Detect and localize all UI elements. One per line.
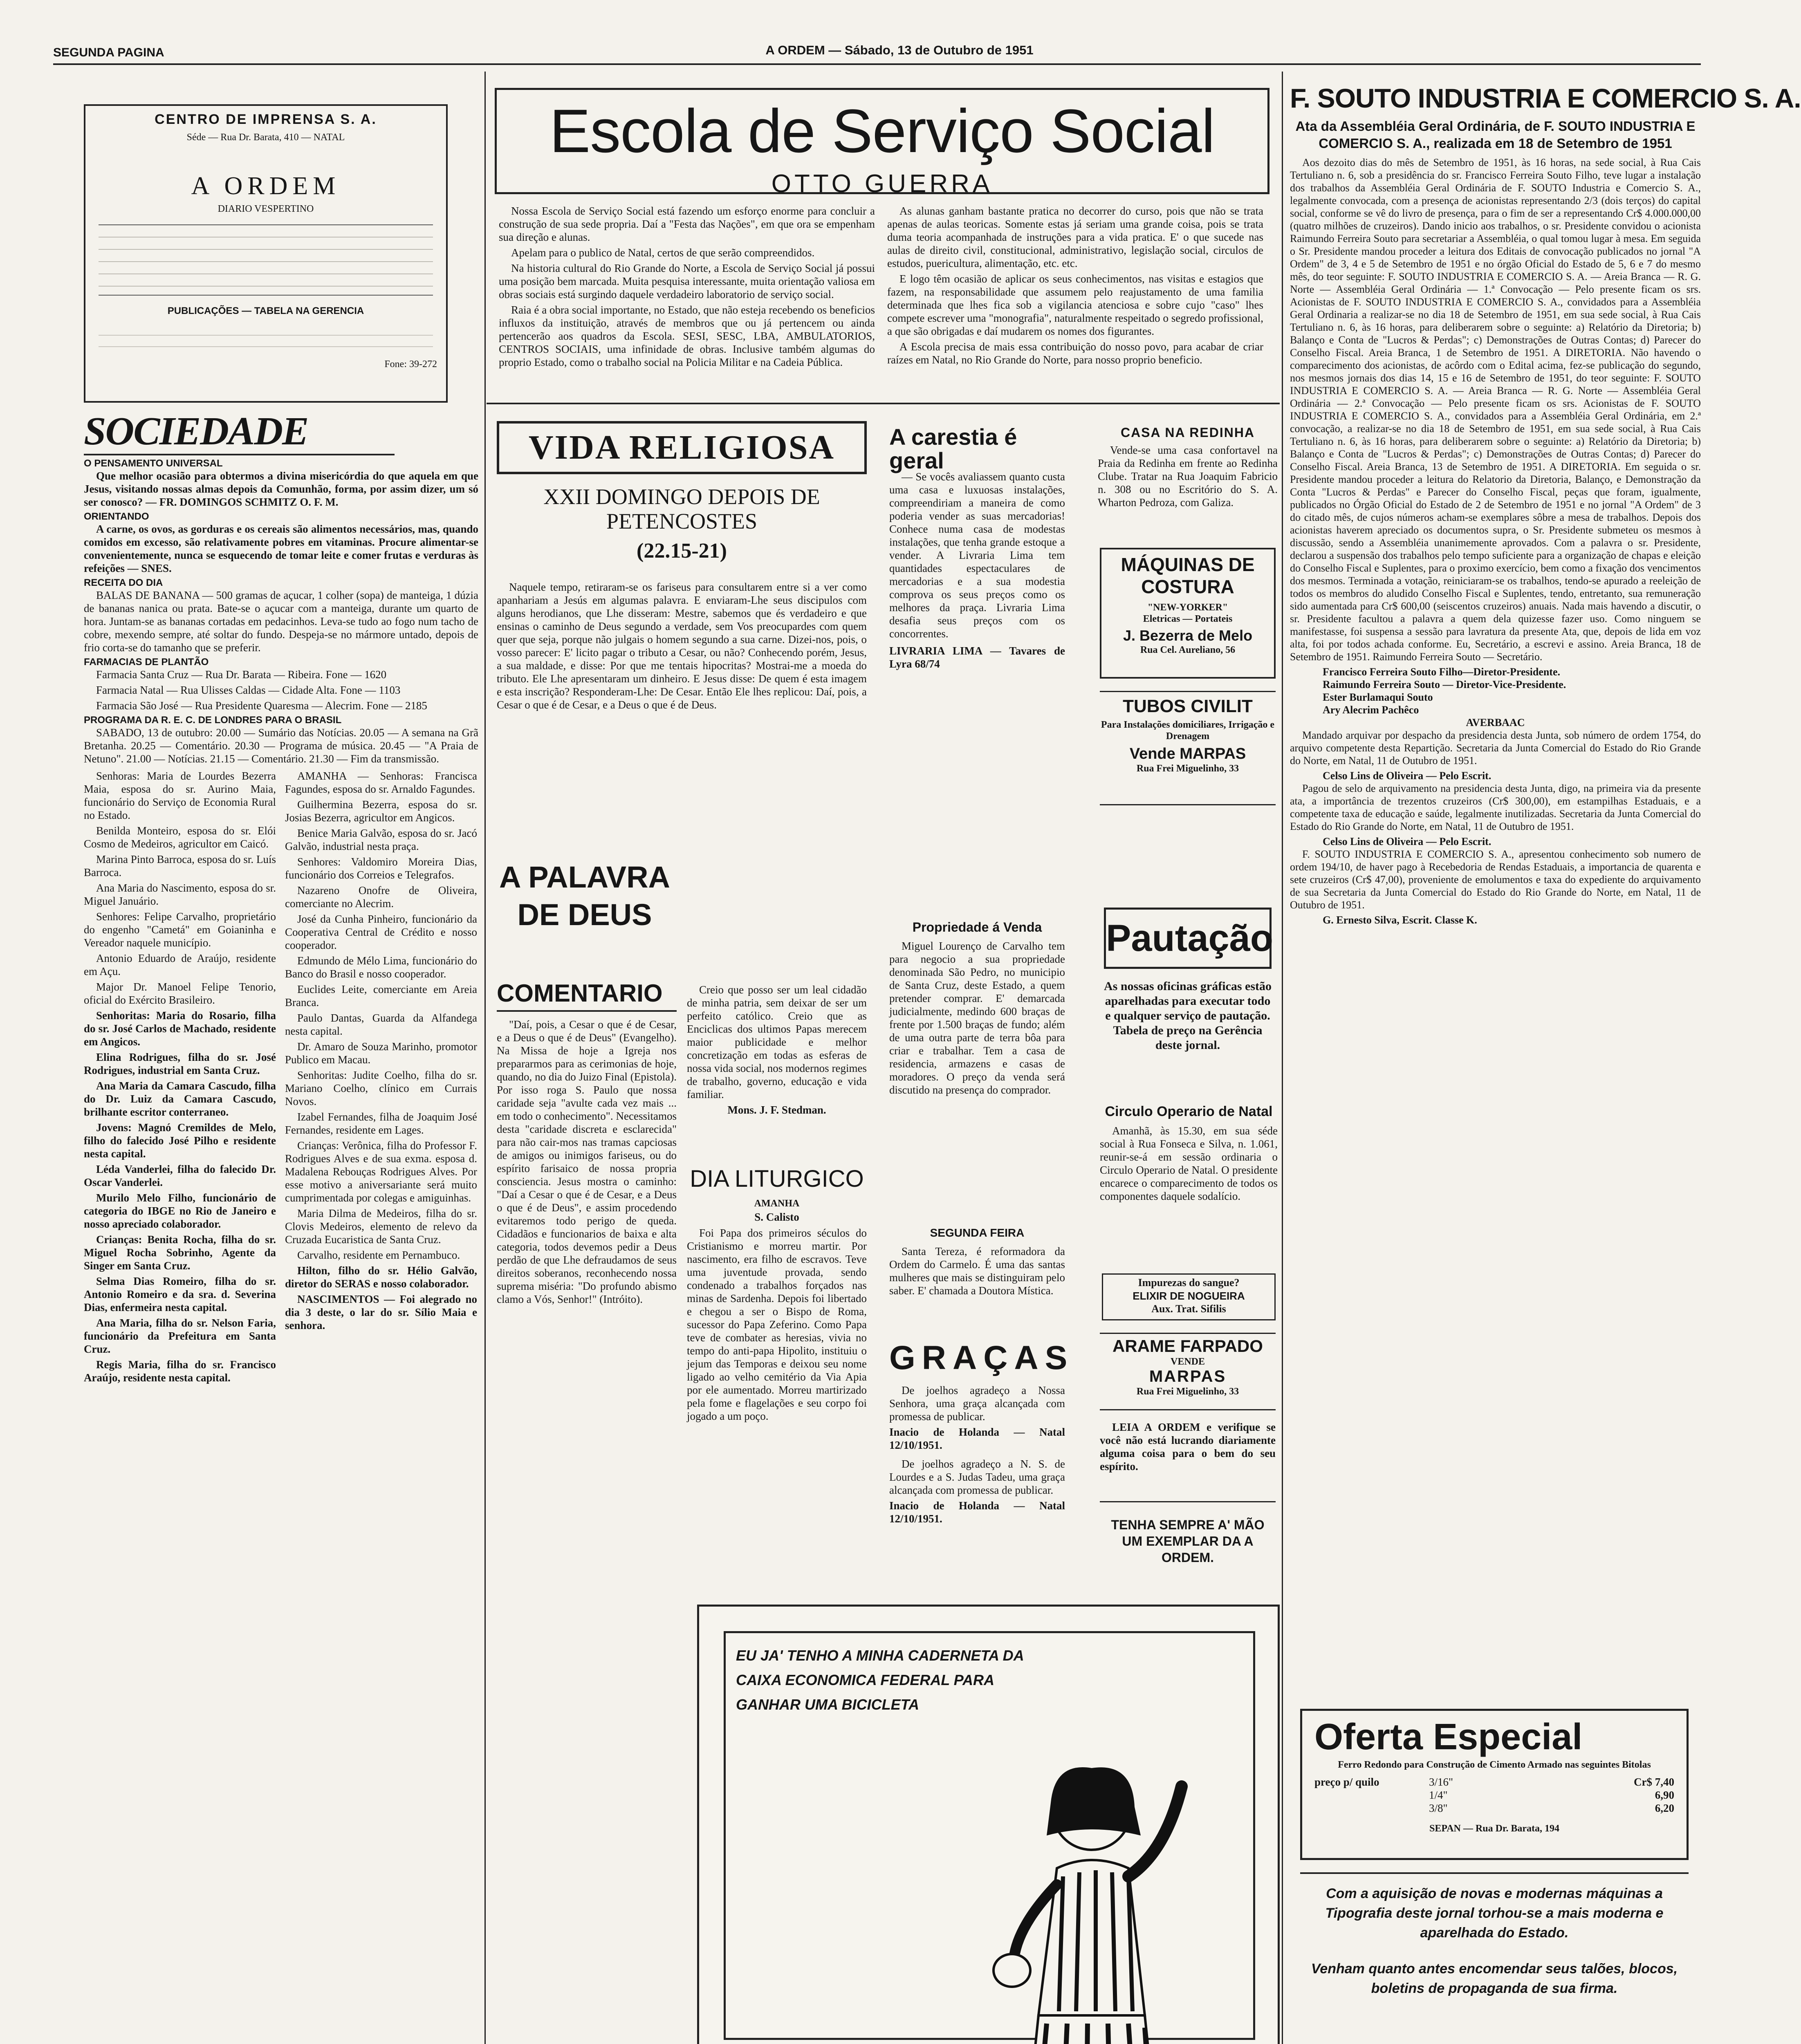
orientando-head: ORIENTANDO — [84, 511, 149, 522]
souto-paragraph: F. SOUTO INDUSTRIA E COMERCIO S. A., apresentou conhecimento sob numero de ordem 194/10, de haver pago à Recebedoria de Rendas Estaduais, a importancia de quarenta e sete cruzeiros (Cr$ 47,00), proveniente de emolumentos e taxa do expediente do arquivamento de sua Secretaria da Junta Comercial do Estado do Rio Grande do Norte, em Natal, 11 de Outubro de 1951. — [1290, 848, 1701, 911]
aniversario-item: Euclides Leite, comerciante em Areia Branca. — [285, 983, 477, 1009]
tenha-text: TENHA SEMPRE A' MÃO UM EXEMPLAR DA A ORDEM. — [1111, 1517, 1265, 1565]
palavra-title: A PALAVRA DE DEUS — [497, 858, 673, 940]
masthead-left: SEGUNDA PAGINA — [53, 46, 164, 59]
farmacia-item: Farmacia Natal — Rua Ulisses Caldas — Cidade Alta. Fone — 1103 — [96, 684, 401, 696]
aniversario-item: Crianças: Verônica, filha do Professor F. Rodrigues Alves e de sua exma. esposa d. Madalena Rebouças Rodrigues Alves. Por esse motivo a aniversariante será muito cumprimentada por colegas e amiguinhas. — [285, 1139, 477, 1204]
souto-averbacao-head: AVERBAAC — [1466, 717, 1525, 728]
oferta-footer: SEPAN — Rua Dr. Barata, 194 — [1429, 1823, 1559, 1834]
aniversario-item: Nazareno Onofre de Oliveira, comerciante no Alecrim. — [285, 884, 477, 910]
gracas-text — [889, 1384, 1065, 1613]
gracas-sign: Inacio de Holanda — Natal 12/10/1951. — [889, 1426, 1065, 1451]
sociedade-section — [84, 409, 478, 2044]
centro-imprensa-table-title: PUBLICAÇÕES — TABELA NA GERENCIA — [167, 305, 364, 316]
aniversarios-left — [84, 769, 276, 1387]
casa-redinha-text — [1098, 444, 1278, 538]
oferta-price: Cr$ 7,40 — [1634, 1776, 1674, 1788]
souto-signature: Raimundo Ferreira Souto — Diretor-Vice-Presidente. — [1323, 679, 1566, 690]
escola-paragraph: Nossa Escola de Serviço Social está fazendo um esforço enorme para concluir a construção de sua sede propria. Daí a "Festa das Nações", em que ora se empenham sua direção e alunas. — [499, 205, 875, 243]
comentario-col2 — [687, 983, 867, 1159]
aniversario-item: Dr. Amaro de Souza Marinho, promotor Publico em Macau. — [285, 1040, 477, 1066]
centro-imprensa-box — [84, 104, 448, 403]
elixir-box — [1102, 1273, 1276, 1320]
arame-seller: MARPAS — [1149, 1367, 1227, 1385]
orientando-text: A carne, os ovos, as gorduras e os cereais são alimentos necessários, mas, quando comidos em excesso, são relativamente pobres em vitaminas. Procure alimentar-se convenientemente, nunca se esquecendo de tomar leite e comer frutas e verduras às refeições — SNES. — [84, 523, 478, 574]
carestia-title: A carestia é geral — [889, 424, 1017, 473]
aniversario-item: Senhores: Felipe Carvalho, proprietário do engenho "Cametá" em Goianinha e Vereador naquele município. — [84, 910, 276, 949]
arame-address: Rua Frei Miguelinho, 33 — [1136, 1386, 1239, 1397]
aniversario-item: Benilda Monteiro, esposa do sr. Elói Cosmo de Medeiros, agricultor em Caicó. — [84, 825, 276, 850]
aniversario-item: Ana Maria, filha do sr. Nelson Faria, funcionário da Prefeitura em Santa Cruz. — [84, 1317, 276, 1355]
propriedade-text — [889, 939, 1065, 1209]
elixir-line: Aux. Trat. Sifilis — [1151, 1303, 1226, 1315]
centro-imprensa-title: CENTRO DE IMPRENSA S. A. — [155, 112, 377, 127]
aniversario-item: Regis Maria, filha do sr. Francisco Araújo, residente nesta capital. — [84, 1358, 276, 1384]
tubos-address: Rua Frei Miguelinho, 33 — [1136, 763, 1239, 774]
escola-paragraph: Raia é a obra social importante, no Estado, que não esteja recebendo os beneficios influxos da instituição, através de membros que ou já pertencem ou ainda pertencerão aos quadros da Escola. SESI, SESC, LBA, AMBULATORIOS, CENTROS SOCIAIS, uma infinidade de obras. Inclusive também algumas do proprio Estado, como o trabalho social na Policia Militar e na Cadeia Pública. — [499, 304, 875, 368]
tubos-seller: Vende MARPAS — [1129, 745, 1246, 762]
aniversario-item: Ana Maria da Camara Cascudo, filha do Dr. Luiz da Camara Cascudo, brilhante escritor conterraneo. — [84, 1080, 276, 1118]
segunda-feira-paragraph: Santa Tereza, é reformadora da Ordem do Carmelo. É uma das santas mulheres que mais se distinguiram pelo saber. E' chamada a Doutora Mística. — [889, 1245, 1065, 1297]
oferta-price: 6,20 — [1655, 1802, 1674, 1814]
oferta-size: 3/16" — [1429, 1776, 1453, 1788]
comentario-paragraph: "Daí, pois, a Cesar o que é de Cesar, e a Deus o que é de Deus" (Evangelho). Na Missa de hoje a Igreja nos prepararmos para as cerimonias de hoje, quando, no dia do Juizo Final (Epistola). Por isso roga S. Paulo que nossa caridade seja "avulte cada vez mais ... em todo o conhecimento". Necessitamos desta "caridade discreta e esclarecida" para não cair-mos nas tramas capciosas de amigos ou inimigos fariseus, ou do espírito farisaico de nossa propria consciencia. Jesus mostra o caminho: "Daí a Cesar o que é de Cesar, e a Deus o que é de Deus", e assim procedendo evitaremos todo perigo de queda. Cidadãos e funcionarios de baixa e alta categoria, todos devemos pedir a Deus perdão de que Lhe defraudamos de seus direitos soberanos, reconhecendo nossa suprema miséria: "Do profundo abismo clamo a Vós, Senhor!" (Intróito). — [497, 1018, 677, 1305]
column-rule — [1282, 72, 1283, 2044]
escola-paragraph: As alunas ganham bastante pratica no decorrer do curso, pois que não se trata apenas de aulas teoricas. Somente estas já seriam uma grande coisa, pois se trata duma teoria acompanhada de instruções para a vida pratica. E' o que sucede nas aulas de direito civil, constitucional, administrativo, legislação social, circulos de estudos, puericultura, alimentação, etc. etc. — [887, 205, 1263, 269]
segunda-feira-title: SEGUNDA FEIRA — [930, 1226, 1025, 1239]
aniversario-item: NASCIMENTOS — Foi alegrado no dia 3 deste, o lar do sr. Sílio Maia e senhora. — [285, 1293, 477, 1331]
maquinas-box — [1100, 548, 1276, 679]
aniversario-item: Murilo Melo Filho, funcionário de categoria do IBGE no Rio de Janeiro e nosso apreciado colaborador. — [84, 1192, 276, 1230]
comentario-sign: Mons. J. F. Stedman. — [727, 1104, 826, 1116]
aniversario-item: Paulo Dantas, Guarda da Alfandega nesta capital. — [285, 1012, 477, 1037]
propriedade-title: Propriedade á Venda — [912, 920, 1042, 935]
comentario-col1 — [497, 1018, 677, 2007]
pensamento-head: O PENSAMENTO UNIVERSAL — [84, 458, 223, 469]
circulo-title: Circulo Operario de Natal — [1105, 1104, 1273, 1119]
souto-signature: Ester Burlamaqui Souto — [1323, 691, 1433, 703]
masthead-rule — [53, 63, 1701, 65]
circulo-paragraph: Amanhã, às 15.30, em sua séde social à Rua Fonseca e Silva, n. 1.061, reunir-se-á em sessão ordinaria o Circulo Operario de Natal. O presidente encarece o comparecimento de todos os componentes daquele sodalício. — [1100, 1125, 1278, 1202]
oferta-preco-label: preço p/ quilo — [1314, 1776, 1379, 1788]
aniversario-item: José da Cunha Pinheiro, funcionário da Cooperativa Central de Crédito e nosso cooperador. — [285, 913, 477, 951]
section-rule — [487, 403, 1280, 404]
gracas-paragraph: De joelhos agradeço a N. S. de Lourdes e a S. Judas Tadeu, uma graça alcançada com promessa de publicar. — [889, 1458, 1065, 1496]
comentario-title: COMENTARIO — [497, 979, 677, 1012]
centro-imprensa-phone: Fone: 39-272 — [384, 359, 437, 370]
aniversario-item: Izabel Fernandes, filha de Joaquim José Fernandes, residente em Lages. — [285, 1111, 477, 1136]
aniversario-item: Marina Pinto Barroca, esposa do sr. Luís Barroca. — [84, 853, 276, 879]
caixa-speech: EU JA' TENHO A MINHA CADERNETA DA CAIXA ECONOMICA FEDERAL PARA GANHAR UMA BICICLETA — [736, 1647, 1024, 1713]
aniversario-item: Elina Rodrigues, filha do sr. José Rodrigues, industrial em Santa Cruz. — [84, 1051, 276, 1076]
souto-title: F. SOUTO INDUSTRIA E COMERCIO S. A. — [1290, 83, 1801, 113]
aniversario-item: Senhores: Valdomiro Moreira Dias, funcionário dos Correios e Telegrafos. — [285, 856, 477, 881]
carestia-text — [889, 470, 1065, 863]
souto-sign: G. Ernesto Silva, Escrit. Classe K. — [1323, 914, 1477, 926]
aniversario-item: Senhoritas: Maria do Rosario, filha do sr. José Carlos de Machado, residente em Angicos. — [84, 1009, 276, 1048]
pautacao-title: Pautação — [1106, 917, 1274, 959]
oferta-subtitle: Ferro Redondo para Construção de Cimento Armado nas seguintes Bitolas — [1338, 1759, 1651, 1770]
souto-paragraph: Pagou de selo de arquivamento na presidencia desta Junta, digo, na primeira via da presente ata, a importância de trezentos cruzeiros (Cr$ 300,00), em estampilhas Estaduais, e a competente taxa de educação e saúde, legalmente inutilizadas. Secretaria da Junta Comercial do Estado do Rio Grande do Norte, em Natal, 11 de Outubro de 1951. — [1290, 782, 1701, 832]
centro-imprensa-subtitle: DIARIO VESPERTINO — [218, 204, 314, 214]
maquinas-type: Eletricas — Portateis — [1143, 614, 1233, 624]
pautacao-title-box — [1104, 908, 1272, 969]
pautacao-paragraph: As nossas oficinas gráficas estão aparelhadas para executar todo e qualquer serviço de pautação. Tabela de preço na Gerência deste jornal. — [1104, 979, 1272, 1052]
receita-text: BALAS DE BANANA — 500 gramas de açucar, 1 colher (sopa) de manteiga, 1 dúzia de bananas nanica ou prata. Bate-se o açucar com a manteiga, durante um quarto de hora. Juntam-se as bananas cortadas em pedacinhos. Leva-se tudo ao fogo num tacho de cobre, mexendo sempre, até soltar do fundo. Despeja-se no mármore untado, depois de frio corta-se do tamanho que se preferir. — [84, 589, 478, 654]
domingo-ref: (22.15-21) — [637, 539, 727, 563]
casa-redinha-title: CASA NA REDINHA — [1120, 425, 1255, 440]
sociedade-title: SOCIEDADE — [84, 409, 308, 453]
girl-illustration — [969, 1729, 1222, 2044]
souto-subtitle: Ata da Assembléia Geral Ordinária, de F. SOUTO INDUSTRIA E COMERCIO S. A., realizada em 18 de Setembro de 1951 — [1295, 119, 1696, 151]
centro-imprensa-table — [99, 224, 433, 296]
oferta-price: 6,90 — [1655, 1789, 1674, 1801]
tenha-section — [1100, 1517, 1276, 1590]
circulo-text — [1100, 1124, 1278, 1243]
elixir-line: ELIXIR DE NOGUEIRA — [1133, 1290, 1245, 1302]
masthead-center: A ORDEM — Sábado, 13 de Outubro de 1951 — [765, 43, 1034, 57]
casa-redinha-paragraph: Vende-se uma casa confortavel na Praia da Redinha em frente ao Redinha Clube. Tratar na Rua Joaquim Fabricio n. 308 ou no Escritório do S. A. Wharton Pedroza, com Galiza. — [1098, 444, 1278, 509]
aniversario-item: Maria Dilma de Medeiros, filha do sr. Clovis Medeiros, elemento de relevo da Cruzada Eucaristica de Santa Cruz. — [285, 1207, 477, 1246]
dia-liturgico-santo: S. Calisto — [754, 1211, 799, 1223]
aniversario-item: Senhoritas: Judite Coelho, filha do sr. Mariano Coelho, clínico em Currais Novos. — [285, 1069, 477, 1107]
escola-paragraph: E logo têm ocasião de aplicar os seus conhecimentos, nas visitas e estagios que fazem, na responsabilidade que assumem pelo reajustamento de uma familia determinada que lhes fica sob a vigilancia atenciosa e sobre cujo "caso" lhes compete escrever uma "monografia", naturalmente respeitado o segredo profissional, a que são obrigadas e daí mudarem os nomes dos figurantes. — [887, 273, 1263, 337]
elixir-line: Impurezas do sangue? — [1138, 1277, 1240, 1289]
maquinas-address: Rua Cel. Aureliano, 56 — [1140, 645, 1236, 655]
souto-paragraph: Mandado arquivar por despacho da presidencia desta Junta, sob número de ordem 1754, do arquivo competente desta Repartição. Secretaria da Junta Comercial do Estado do Rio Grande do Norte, em Natal, 11 de Outubro de 1951. — [1290, 729, 1701, 766]
aniversario-item: Ana Maria do Nascimento, esposa do sr. Miguel Januário. — [84, 882, 276, 907]
centro-imprensa-paper: A ORDEM — [191, 172, 341, 200]
dia-liturgico-paragraph: Foi Papa dos primeiros séculos do Cristianismo e morreu martir. Por nascimento, era filho de escravos. Teve uma juventude provada, sendo condenado a trabalhos forçados nas minas de Sardenha. Depois foi libertado e chegou a ser o Bispo de Roma, sucessor do Papa Zeferino. Como Papa teve de combater as heresias, vivia no tempo do anti-papa Hipolito, instituiu o jejum das Temporas e deixou seu nome ligado ao velho cemitério da Via Apia por ele aumentado. Morreu martirizado pela fome e flagelações e seu corpo foi jogado a um poço. — [687, 1227, 867, 1422]
souto-section — [1290, 82, 1801, 1697]
aniversario-item: Guilhermina Bezerra, esposa do sr. Josias Bezerra, agricultor em Angicos. — [285, 798, 477, 824]
segunda-feira-text — [889, 1245, 1065, 1327]
souto-sign: Celso Lins de Oliveira — Pelo Escrit. — [1323, 770, 1491, 782]
escola-paragraph: A Escola precisa de mais essa contribuição do nosso povo, para acabar de criar raízes em Natal, no Rio Grande do Norte, para nosso proprio beneficio. — [887, 341, 1263, 366]
oferta-size: 1/4" — [1429, 1789, 1448, 1801]
farmacia-item: Farmacia São José — Rua Presidente Quaresma — Alecrim. Fone — 2185 — [96, 699, 427, 712]
aniversario-item: Hilton, filho do sr. Hélio Galvão, diretor do SERAS e nosso colaborador. — [285, 1264, 477, 1290]
gracas-sign: Inacio de Holanda — Natal 12/10/1951. — [889, 1499, 1065, 1525]
farmacias-head: FARMACIAS DE PLANTÃO — [84, 657, 209, 668]
programa-text: SABADO, 13 de outubro: 20.00 — Sumário das Notícias. 20.05 — A semana na Grã Bretanha. 20.25 — Comentário. 20.30 — Programa de música. 20.45 — "A Praia de Netuno". 21.00 — Notícias. 21.15 — Comentário. 21.30 — Fim da transmissão. — [84, 726, 478, 765]
vida-religiosa-title: VIDA RELIGIOSA — [528, 428, 835, 466]
escola-title: Escola de Serviço Social — [549, 96, 1215, 165]
souto-signature: Ary Alecrim Pachêco — [1323, 704, 1419, 716]
dia-liturgico-text — [687, 1226, 867, 1578]
propriedade-paragraph: Miguel Lourenço de Carvalho tem para negocio a sua propriedade denominada São Pedro, no municipio de Santa Cruz, deste Estado, a quem pretender comprar. E' demarcada judicialmente, medindo 600 braças de frente por 1.500 braças de fundo; além de uma outra parte de terra bôa para criar e trabalhar. Tem a casa de residencia, armazens e casas de moradores. O preço da venda será discutido na presença do comprador. — [889, 940, 1065, 1096]
oferta-title: Oferta Especial — [1314, 1717, 1583, 1757]
programa-head: PROGRAMA DA R. E. C. DE LONDRES PARA O BRASIL — [84, 715, 342, 726]
tipografia-text: Venham quanto antes encomendar seus talões, blocos, boletins de propaganda de sua firma. — [1311, 1961, 1678, 1996]
pensamento-text: Que melhor ocasião para obtermos a divina misericórdia do que aquela em que Jesus, visitando nossas almas depois da Comunhão, forma, por assim dizer, um só ser conosco? — FR. DOMINGOS SCHMITZ O. F. M. — [84, 470, 478, 508]
caixa-ad — [697, 1605, 1280, 2044]
receita-head: RECEITA DO DIA — [84, 577, 163, 588]
leia-paragraph: LEIA A ORDEM e verifique se você não está lucrando diariamente alguma coisa para o bem do seu espírito. — [1100, 1421, 1276, 1472]
maquinas-brand: "NEW-YORKER" — [1147, 602, 1228, 613]
aniversario-item: Carvalho, residente em Pernambuco. — [297, 1249, 460, 1261]
maquinas-seller: J. Bezerra de Melo — [1123, 627, 1253, 644]
oferta-row — [1429, 1775, 1674, 1788]
evangelho-paragraph: Naquele tempo, retiraram-se os fariseus para consultarem entre si a ver como apanhariam a Jesús em algumas palavra. E enviaram-Lhe seus discipulos com alguns herodianos, que Lhe disseram: Mestre, sabemos que és verdadeiro e que ensinas o caminho de Deus segundo a verdade, sem Vos preocupardes com quem quer que seja, porque não julgais o homem segundo a sua carne. Dizei-nos, pois, o vosso parecer: E' licito pagar o tributo a Cesar, ou não? Conhecendo porém, Jesus, a sua maldade, e disse: Por que me tentais hipocritas? Mostrai-me a moeda do tributo. Ele Lhe apresentaram um dinheiro. E Jesus disse: De quem é esta imagem e esta inscrição? Responderam-Lhe: De Cesar. Então Ele lhes replicou: Daí, pois, a Cesar o que é de Cesar, e a Deus o que é de Deus. — [497, 581, 867, 711]
arame-section — [1100, 1333, 1276, 1410]
aniversario-item: Selma Dias Romeiro, filha do sr. Antonio Romeiro e da sra. d. Severina Dias, enfermeira nesta capital. — [84, 1275, 276, 1313]
escola-paragraph: Apelam para o publico de Natal, certos de que serão compreendidos. — [511, 247, 815, 259]
aniversario-item: Antonio Eduardo de Araújo, residente em Açu. — [84, 952, 276, 977]
tubos-section — [1100, 691, 1276, 805]
aniversario-item: Major Dr. Manoel Felipe Tenorio, oficial do Exército Brasileiro. — [84, 981, 276, 1006]
domingo-title: XXII DOMINGO DEPOIS DE PETENCOSTES — [543, 484, 820, 533]
aniversario-item: Edmundo de Mélo Lima, funcionário do Banco do Brasil e nosso cooperador. — [285, 955, 477, 980]
centro-imprensa-address: Séde — Rua Dr. Barata, 410 — NATAL — [186, 132, 345, 143]
carestia-paragraph: — Se vocês avaliassem quanto custa uma casa e luxuosas instalações, compreendiriam a maneira de como poderia vender as suas mercadorias! Conhece numa casa de modestas instalações, que tenha grande estoque a vender. A Livraria Lima tem quantidades espectaculares de mercadorias e a sua modestia comprova os seus preços como os melhores da praça. Livraria Lima desafia seus preços com os concorrentes. — [889, 471, 1065, 640]
aniversario-item: Léda Vanderlei, filha do falecido Dr. Oscar Vanderlei. — [84, 1163, 276, 1188]
farmacia-item: Farmacia Santa Cruz — Rua Dr. Barata — Ribeira. Fone — 1620 — [96, 668, 387, 681]
centro-imprensa-notes — [99, 324, 433, 357]
gracas-title: GRAÇAS — [889, 1339, 1074, 1376]
arame-title: ARAME FARPADO — [1112, 1336, 1263, 1356]
escola-title-box — [495, 88, 1269, 198]
aniversario-item: Crianças: Benita Rocha, filha do sr. Miguel Rocha Sobrinho, Agente da Singer em Santa Cruz. — [84, 1233, 276, 1272]
tubos-text: Para Instalações domiciliares, Irrigação e Drenagem — [1101, 719, 1275, 742]
maquinas-title: MÁQUINAS DE COSTURA — [1121, 554, 1255, 597]
escola-paragraph: Na historia cultural do Rio Grande do Norte, a Escola de Serviço Social já possui uma posição bem marcada. Muita pesquisa interessante, muita orientação valiosa em obras sociais está surgindo daquele verdadeiro laboratorio de serviço social. — [499, 262, 875, 300]
souto-paragraph: Aos dezoito dias do mês de Setembro de 1951, às 16 horas, na sede social, à Rua Cais Tertuliano n. 6, sob a presidência do sr. Francisco Ferreira Souto Filho, teve lugar a instalação dos trabalhos da Assembléia Geral Ordinária de F. SOUTO Industria e Comercio S. A., legalmente convocada, com a presença de acionistas representando 2/3 (dois terços) do capital social, conforme se vê do livro de presença, para o fim de ser a representando Cr$ 4.000.000,00 (quatro milhões de cruzeiros). Dando inicio aos trabalhos, o sr. Presidente convidou o acionista Raimundo Ferreira Souto para secretariar a Assembléia, o qual tomou lugar à mesa. Em seguida o Sr. Presidente mandou proceder a leitura dos Editais de convocação publicados no jornal "A Ordem" de 3, 4 e 5 de Setembro de 1951 e no órgão Oficial do Estado de 5, 6 e 7 do mesmo mês, do teor seguinte: F. SOUTO INDUSTRIA E COMERCIO S. A. — Areia Branca — R. G. Norte — Assembléia Geral Ordinária — 1.ª Convocação — Pelo presente ficam os srs. Acionistas de F. SOUTO INDUSTRIA E COMERCIO S. A., convidados para a Assembléia Geral Ordinaria a realizar-se no dia 18 de Setembro de 1951, em sua sede social, à Rua Cais Tertuliano n. 6, às 16 horas, para deliberarem sobre o seguinte: a) Relatório da Diretoria; b) Balanço e Conta de "Lucros & Perdas"; c) Demonstrações de Outras Contas; d) Parecer do Conselho Fiscal. Areia Branca, 1 de Setembro de 1951. A DIRETORIA. Não havendo o comparecimento dos acionistas, de acôrdo com o Edital acima, fez-se publicação do segundo, nos mesmos jornais dos dias 14, 15 e 16 de Setembro de 1951, do teor seguinte: F. SOUTO INDUSTRIA E COMERCIO S. A. — Areia Branca — R. G. Norte — Assembléia Geral Ordinária — 2.ª Convocação — Pelo presente ficam os srs. Acionistas de F. SOUTO INDUSTRIA E COMERCIO S. A., convidados para a Assembléia Geral Ordinária, em 2.ª convocação, a realizar-se no dia 18 de Setembro de 1951, em sua sede social, à Rua Cais Tertuliano n. 6, às 16 horas, para deliberarem sobre o seguinte: a) Relatório da Diretoria; b) Balanço e Conta de "Lucros & Perdas"; c) Demonstrações de Outras Contas; d) Parecer do Conselho Fiscal. Areia Branca, 13 de Setembro de 1951. A DIRETORIA. Em seguida o sr. Presidente mandou proceder a leitura do Relatorio da Diretoria, Balanço, e Demonstração da Conta "Lucros & Perdas" e Parecer do Conselho Fiscal, peças que foram, igualmente, publicados no Órgão Oficial do Estado de 2 de Setembro de 1951 e no jornal "A Ordem" de 3 do citado mês, de cujos números acham-se exemplares sôbre a mesa de trabalhos. Depois dos acionistas haverem apreciado os documentos supra, o Sr. Presidente submeteu os mesmos à discussão, sendo a Assembléia unanimemente aprovados. Com a palavra o sr. Presidente, declarou a suspensão dos trabalhos pelo tempo suficiente para a organização de chapas e eleição do Conselho Fiscal e Suplentes, para o proximo exercício, bem como a fixação dos vencimentos dos mesmos. Terminada a votação, reiniciaram-se os trabalhos, tendo-se apurado a reeleição de todos os membros do aludido Conselho Fiscal e Suplentes, tendo, entretanto, sua remuneração sido aumentada para Cr$ 600,00 (seiscentos cruzeiros) anuais. Nada mais havendo a discutir, o sr. Presidente facultou a palavra a quem dela quizesse fazer uso. Como ninguem se manifestasse, foi suspensa a sessão para lavratura da presente Ata, que, depois de lida em voz alta, foi por todos achada conforme. Eu, Secretário, a escrevi e assino. Areia Branca, 18 de Setembro de 1951. Raimundo Ferreira Souto — Secretário. — [1290, 157, 1701, 663]
tipografia-text: Com a aquisição de novas e modernas máquinas a Tipografia deste jornal torhou-se a mais moderna e aparelhada do Estado. — [1325, 1886, 1664, 1941]
dia-liturgico-title: DIA LITURGICO — [690, 1165, 864, 1192]
souto-signature: Francisco Ferreira Souto Filho—Diretor-Presidente. — [1323, 666, 1561, 678]
pautacao-text — [1104, 979, 1272, 1085]
dia-liturgico-amanha: AMANHA — [754, 1198, 800, 1209]
oferta-size: 3/8" — [1429, 1802, 1448, 1814]
carestia-footer: LIVRARIA LIMA — Tavares de Lyra 68/74 — [889, 645, 1065, 670]
souto-sign: Celso Lins de Oliveira — Pelo Escrit. — [1323, 836, 1491, 847]
aniversarios-right — [285, 769, 477, 1387]
tubos-title: TUBOS CIVILIT — [1123, 696, 1253, 716]
escola-col2 — [887, 204, 1263, 397]
column-rule — [484, 72, 486, 2044]
aniversario-item: Senhoras: Maria de Lourdes Bezerra Maia, esposa do sr. Aurino Maia, funcionário do Serviço de Economia Rural no Estado. — [84, 770, 276, 821]
leia-section — [1100, 1421, 1276, 1502]
gracas-paragraph: De joelhos agradeço a Nossa Senhora, uma graça alcançada com promessa de publicar. — [889, 1384, 1065, 1423]
comentario-paragraph: Creio que posso ser um leal cidadão de minha patria, sem deixar de ser um perfeito católico. Creio que as Enciclicas dos ultimos Papas merecem maior publicidade e melhor concretização em todas as esferas de nossa vida social, nos modernos regimes de trabalho, governo, educação e vida familiar. — [687, 984, 867, 1100]
oferta-box — [1300, 1709, 1689, 1860]
escola-author: OTTO GUERRA — [771, 170, 993, 198]
escola-col1 — [499, 204, 875, 397]
aniversario-item: AMANHA — Senhoras: Francisca Fagundes, esposa do sr. Arnaldo Fagundes. — [285, 770, 477, 795]
vida-religiosa-box — [497, 421, 867, 474]
tipografia-section — [1300, 1872, 1689, 2044]
arame-vende: VENDE — [1170, 1356, 1205, 1367]
aniversario-item: Jovens: Magnó Cremildes de Melo, filho do falecido José Pilho e residente nesta capital. — [84, 1121, 276, 1160]
oferta-row — [1429, 1788, 1674, 1802]
aniversario-item: Benice Maria Galvão, esposa do sr. Jacó Galvão, industrial nesta praça. — [285, 827, 477, 852]
oferta-row — [1429, 1802, 1674, 1815]
